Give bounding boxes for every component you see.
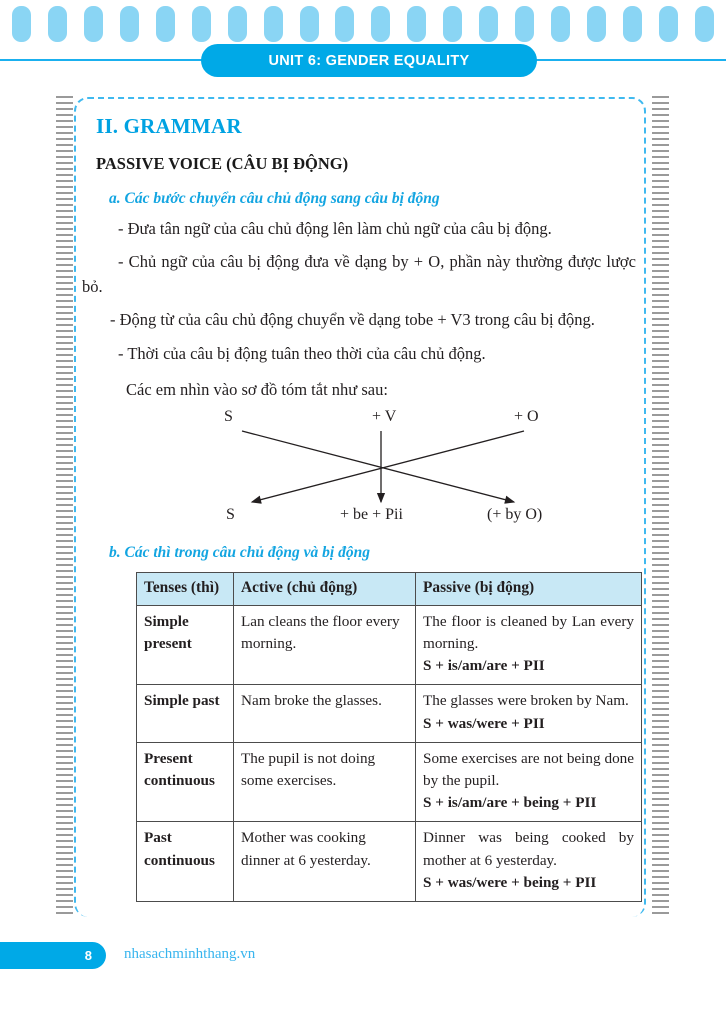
cell-passive: The floor is cleaned by Lan every morning. S + is/am/are + PII [416,605,642,685]
cell-passive: Some exercises are not being done by the pupil. S + is/am/are + being + PII [416,742,642,822]
column-header-active: Active (chủ động) [234,573,416,605]
page-number-tab [0,942,106,969]
decorative-capsule [120,6,139,42]
step-2: - Chủ ngữ của câu bị động đưa về dạng by + O, phần này thường được lược bỏ. [82,252,636,296]
decorative-capsule [264,6,283,42]
passive-formula: S + is/am/are + being + PII [423,794,597,812]
decorative-capsule [12,6,31,42]
decorative-capsule [84,6,103,42]
column-header-passive: Passive (bị động) [416,573,642,605]
right-margin-stripes [652,96,669,916]
content-area [74,97,646,902]
cell-active: The pupil is not doing some exercises. [234,742,416,822]
passive-formula: S + was/were + PII [423,714,545,732]
cell-active: Mother was cooking dinner at 6 yesterday. [234,822,416,902]
column-header-tenses: Tenses (thì) [137,573,234,605]
diagram-bottom-verb: + be + Pii [340,506,403,524]
decorative-capsule [443,6,462,42]
decorative-capsule [156,6,175,42]
decorative-capsule [228,6,247,42]
cell-tense: Past continuous [137,822,234,902]
diagram-intro: Các em nhìn vào sơ đồ tóm tắt như sau: [126,380,388,400]
table-row [137,685,642,742]
cell-tense: Simple past [137,685,234,742]
section-heading-grammar: II. GRAMMAR [96,114,242,138]
step-3: - Động từ của câu chủ động chuyển về dạng tobe + V3 trong câu bị động. [110,310,595,330]
diagram-arrows [184,408,644,530]
decorative-capsule-strip [0,6,726,42]
left-margin-stripes [56,96,73,916]
publisher-website: nhasachminhthang.vn [124,946,256,962]
decorative-capsule [48,6,67,42]
cell-active: Nam broke the glasses. [234,685,416,742]
decorative-capsule [300,6,319,42]
decorative-capsule [587,6,606,42]
subheading-b: b. Các thì trong câu chủ động và bị động [109,544,370,562]
topic-heading-passive-voice: PASSIVE VOICE (CÂU BỊ ĐỘNG) [96,154,349,173]
decorative-capsule [551,6,570,42]
step-1: - Đưa tân ngữ của câu chủ động lên làm chủ ngữ của câu bị động. [118,219,552,238]
unit-title-text: UNIT 6: GENDER EQUALITY [268,52,470,69]
diagram-top-subject: S [224,408,233,426]
diagram-bottom-subject: S [226,506,235,524]
passive-voice-diagram [184,408,644,530]
decorative-capsule [335,6,354,42]
table-row [137,822,642,902]
decorative-capsule [407,6,426,42]
cell-passive: Dinner was being cooked by mother at 6 yesterday. S + was/were + being + PII [416,822,642,902]
diagram-top-object: + O [514,408,539,426]
decorative-capsule [515,6,534,42]
cell-tense: Present continuous [137,742,234,822]
cell-active: Lan cleans the floor every morning. [234,605,416,685]
tenses-table [136,572,642,902]
cell-passive: The glasses were broken by Nam. S + was/were + PII [416,685,642,742]
subheading-a: a. Các bước chuyển câu chủ động sang câu bị động [109,190,440,207]
decorative-capsule [623,6,642,42]
diagram-top-verb: + V [372,408,397,426]
decorative-capsule [695,6,714,42]
decorative-capsule [192,6,211,42]
step-4: - Thời của câu bị động tuân theo thời của câu chủ động. [118,343,486,363]
passive-formula: S + is/am/are + PII [423,657,545,675]
decorative-capsule [479,6,498,42]
decorative-capsule [659,6,678,42]
passive-formula: S + was/were + being + PII [423,873,597,891]
page-number: 8 [84,948,92,963]
decorative-capsule [371,6,390,42]
unit-title-pill [201,44,537,77]
cell-tense: Simple present [137,605,234,685]
table-header-row [137,573,642,605]
table-row [137,742,642,822]
diagram-bottom-agent: (+ by O) [487,506,543,524]
table-row [137,605,642,685]
